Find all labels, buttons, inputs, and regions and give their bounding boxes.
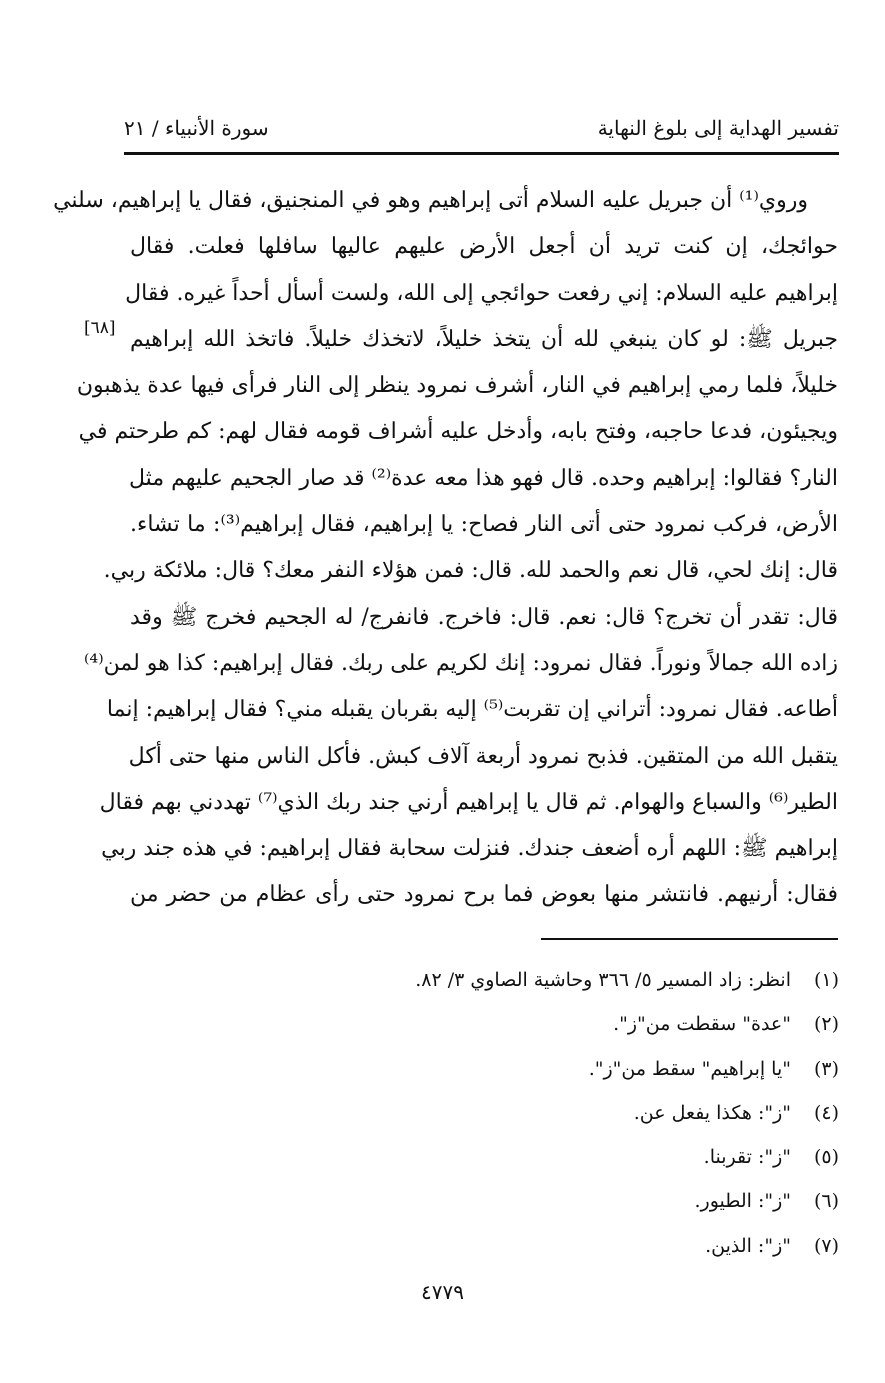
text-line: إبراهيم ﷺ: اللهم أره أضعف جندك. فنزلت سحابة فقال إبراهيم: في هذه جند ربي	[101, 836, 838, 862]
text-line: زاده الله جمالاً ونوراً. فقال نمرود: إنك لكريم على ربك. فقال إبراهيم: كذا هو لمن⁽⁴⁾	[84, 650, 838, 676]
text-line: الطير⁽⁶⁾ والسباع والهوام. ثم قال يا إبراهيم أرني جند ربك الذي⁽⁷⁾ تهددني بهم فقال	[99, 789, 838, 815]
text-line: النار؟ فقالوا: إبراهيم وحده. قال فهو هذا معه عدة⁽²⁾ قد صار الجحيم عليهم مثل	[129, 465, 838, 491]
footnote-item	[319, 1002, 839, 1046]
footnote-item	[319, 1224, 839, 1268]
text-line: حوائجك، إن كنت تريد أن أجعل الأرض عليهم عاليها سافلها فعلت. فقال	[130, 234, 838, 260]
footnote-text: "يا إبراهيم" سقط من"ز".	[588, 1057, 791, 1080]
footnote-text: "ز": هكذا يفعل عن.	[633, 1101, 791, 1124]
footnote-item	[319, 1047, 839, 1091]
margin-reference: [٦٨]	[84, 318, 116, 338]
footnote-number: (٤)	[813, 1101, 839, 1124]
footnote-number: (١)	[813, 969, 839, 991]
text-line: يتقبل الله من المتقين. فذبح نمرود أربعة آلاف كبش. فأكل الناس منها حتى أكل	[128, 743, 838, 769]
footnote-item	[319, 958, 839, 1002]
footnote-text: "ز": تقربنا.	[703, 1146, 791, 1169]
footnote-text: انظر: زاد المسير ٥/ ٣٦٦ وحاشية الصاوي ٣/ ٨٢.	[415, 969, 791, 991]
text-line: ويجيئون، فدعا حاجبه، وفتح بابه، وأدخل عليه أشراف قومه فقال لهم: كم طرحتم في	[78, 419, 838, 445]
text-line: فقال: أرنيهم. فانتشر منها بعوض فما برح نمرود حتى رأى عظام من حضر من	[130, 882, 838, 908]
footnote-number: (٥)	[813, 1146, 839, 1169]
footnote-text: "ز": الطيور.	[694, 1190, 791, 1213]
footnote-item	[319, 1135, 839, 1179]
footnote-number: (٦)	[813, 1190, 839, 1213]
footnote-number: (٧)	[813, 1234, 839, 1257]
footnote-number: (٢)	[813, 1013, 839, 1036]
text-line: الأرض، فركب نمرود حتى أتى النار فصاح: يا إبراهيم، فقال إبراهيم⁽³⁾: ما تشاء.	[130, 512, 838, 538]
footnote-item	[319, 1091, 839, 1135]
running-header	[124, 116, 839, 150]
footnotes	[319, 958, 839, 1268]
header-rule	[124, 152, 839, 155]
surah-page-label: سورة الأنبياء / ٢١	[124, 116, 269, 140]
text-line: وروي⁽¹⁾ أن جبريل عليه السلام أتى إبراهيم وهو في المنجنيق، فقال يا إبراهيم، سلني	[53, 188, 808, 213]
text-line: خليلاً، فلما رمي إبراهيم في النار، أشرف نمرود ينظر إلى النار فرأى فيها عدة يذهبون	[76, 373, 838, 399]
text-line: قال: تقدر أن تخرج؟ قال: نعم. قال: فاخرج. فانفرج/ له الجحيم فخرج ﷺ وقد	[130, 604, 838, 630]
footnote-text: "عدة" سقطت من"ز".	[613, 1013, 791, 1036]
footnote-rule	[541, 938, 838, 940]
footnote-number: (٣)	[813, 1057, 839, 1080]
page-number: ٤٧٧٩	[421, 1280, 464, 1304]
text-line: أطاعه. فقال نمرود: أتراني إن تقربت⁽⁵⁾ إليه بقربان يقبله مني؟ فقال إبراهيم: إنما	[106, 697, 838, 723]
text-line: جبريل ﷺ: لو كان ينبغي لله أن يتخذ خليلاً، لاتخذك خليلاً. فاتخذ الله إبراهيم	[130, 326, 838, 352]
footnote-text: "ز": الذين.	[705, 1234, 791, 1257]
text-line: قال: إنك لحي، قال نعم والحمد لله. قال: فمن هؤلاء النفر معك؟ قال: ملائكة ربي.	[103, 558, 838, 584]
footnote-item	[319, 1179, 839, 1223]
text-line: إبراهيم عليه السلام: إني رفعت حوائجي إلى الله، ولست أسأل أحداً غيره. فقال	[125, 280, 838, 306]
book-title: تفسير الهداية إلى بلوغ النهاية	[597, 116, 839, 140]
